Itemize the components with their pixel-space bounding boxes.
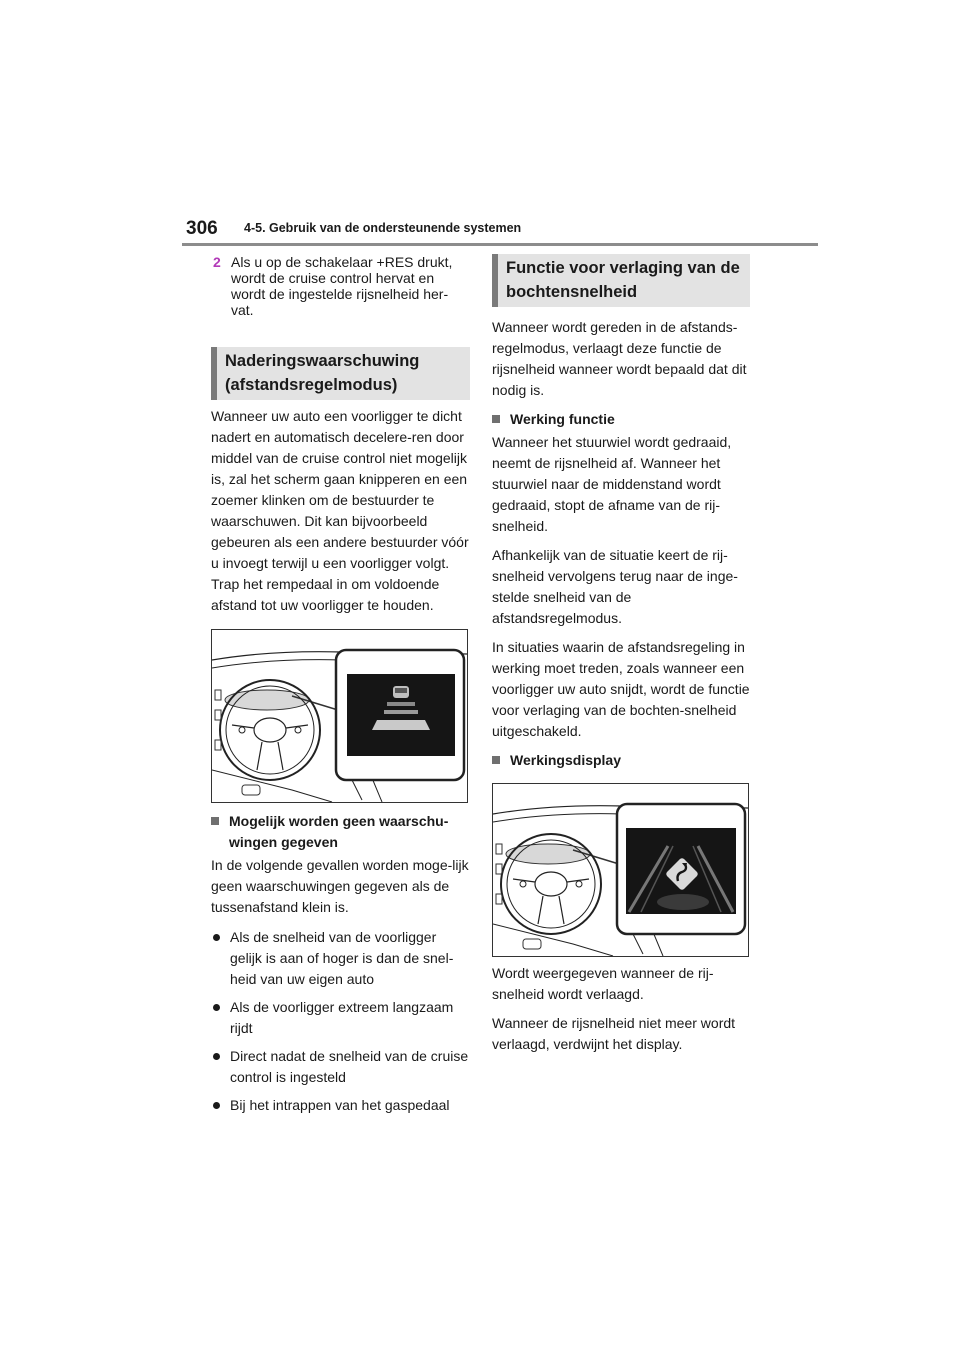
bullet-icon [213, 934, 220, 941]
curve-speed-intro: Wanneer wordt gereden in de afstands-regelmodus, verlaagt deze functie de rijsnelheid wanneer wordt bepaald dat dit nodig is. [492, 319, 747, 398]
steering-wheel-icon [212, 630, 468, 803]
steering-wheel-icon [493, 784, 749, 957]
sub-heading-function: Werking functie [492, 409, 750, 430]
step-number: 2 [213, 254, 221, 270]
heading-curve-speed: Functie voor verlaging van de bochtensnelheid [492, 254, 750, 307]
approach-warning-text: Wanneer uw auto een voorligger te dicht nadert en automatisch decelere-ren door middel van de cruise control niet mogelijk is, zal het scherm gaan knipperen en een zoemer klinken om de bestuurder te waarschuwen. Dit kan bijvoorbeeld gebeuren als een andere bestuurder vóór u invoegt terwijl u een voorligger volgt. Trap het rempedaal in om voldoende afstand tot uw voorligger te houden. [211, 408, 469, 613]
sub-heading-no-warnings: Mogelijk worden geen waarschu-wingen gegeven [211, 811, 470, 853]
page-number: 306 [186, 218, 218, 239]
bullet-icon [213, 1053, 220, 1060]
display-hidden-text: Wanneer de rijsnelheid niet meer wordt verlaagd, verdwijnt het display. [492, 1015, 736, 1052]
curve-display-illustration [492, 783, 749, 957]
sub-heading-display: Werkingsdisplay [492, 750, 750, 771]
cut-in-text: In situaties waarin de afstandsregeling in werking moet treden, zoals wanneer een voorligger uw auto snijdt, wordt de functie voor verlaging van de bochten-snelheid uitgeschakeld. [492, 639, 750, 739]
approach-warning-illustration [211, 629, 468, 803]
right-column [492, 254, 750, 1055]
no-warnings-text: In de volgende gevallen worden moge-lijk geen waarschuwingen gegeven als de tussenafstand klein is. [211, 857, 469, 915]
list-item: Bij het intrappen van het gaspedaal [213, 1095, 470, 1116]
square-bullet-icon [492, 756, 500, 764]
square-bullet-icon [211, 817, 219, 825]
list-item: Direct nadat de snelheid van de cruise control is ingesteld [213, 1046, 470, 1088]
header-rule [182, 243, 818, 246]
heading-approach-warning: Naderingswaarschuwing (afstandsregelmodus) [211, 347, 470, 400]
bullet-icon [213, 1004, 220, 1011]
function-text: Wanneer het stuurwiel wordt gedraaid, neemt de rijsnelheid af. Wanneer het stuurwiel naar de middenstand wordt gedraaid, stopt de afname van de rij-snelheid. [492, 434, 732, 534]
step-2 [213, 254, 470, 318]
square-bullet-icon [492, 415, 500, 423]
left-column [211, 254, 470, 1116]
list-item: Als de snelheid van de voorligger gelijk is aan of hoger is dan de snel-heid van uw eigen auto [213, 927, 470, 990]
no-warnings-list [211, 927, 470, 1116]
bullet-icon [213, 1102, 220, 1109]
display-shown-text: Wordt weergegeven wanneer de rij-snelheid wordt verlaagd. [492, 965, 714, 1002]
section-title: 4-5. Gebruik van de ondersteunende systemen [244, 221, 522, 235]
return-speed-text: Afhankelijk van de situatie keert de rij-snelheid vervolgens terug naar de inge-stelde snelheid van de afstandsregelmodus. [492, 547, 738, 626]
list-item: Als de voorligger extreem langzaam rijdt [213, 997, 470, 1039]
step-text: Als u op de schakelaar +RES drukt, wordt de cruise control hervat en wordt de ingestelde rijsnelheid her-vat. [231, 254, 453, 318]
